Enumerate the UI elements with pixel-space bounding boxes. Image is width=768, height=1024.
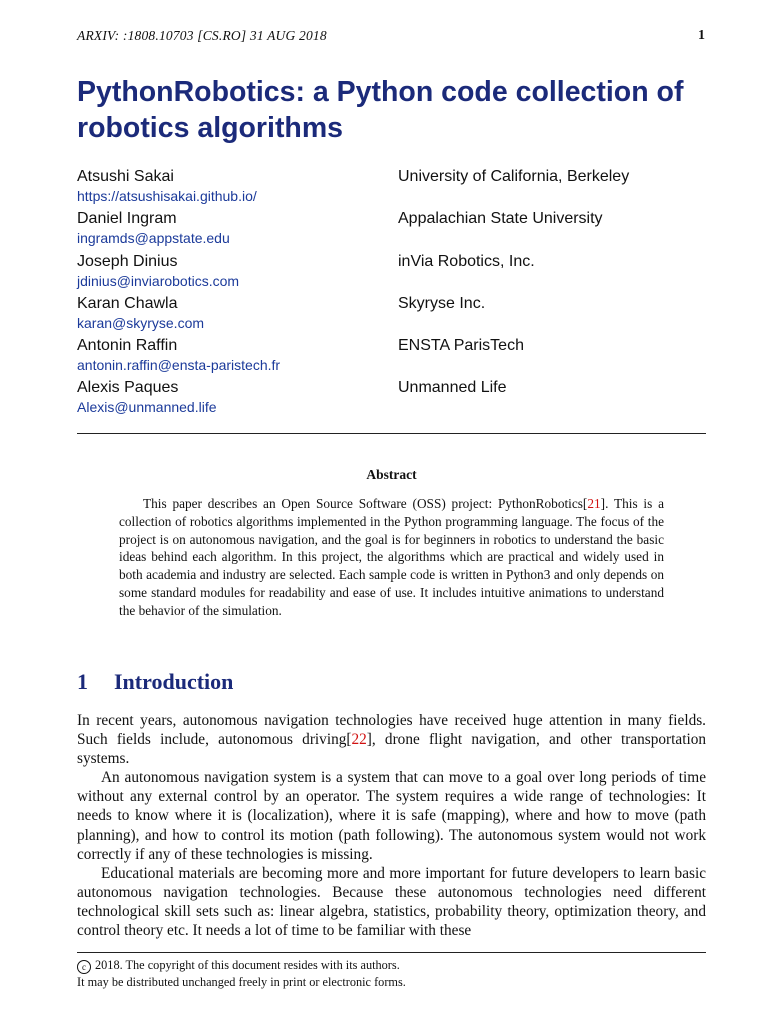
author-affiliation: Skyryse Inc. (398, 294, 486, 312)
author-email-link[interactable]: ingramds@appstate.edu (77, 230, 230, 247)
citation-link[interactable]: 21 (587, 496, 601, 511)
distribution-line: It may be distributed unchanged freely in print or electronic forms. (77, 975, 406, 989)
author-affiliation: ENSTA ParisTech (398, 337, 524, 355)
author-affiliation: Appalachian State University (398, 210, 603, 228)
section-number: 1 (77, 669, 88, 694)
abstract-heading: Abstract (366, 467, 417, 482)
author-name: Antonin Raffin (77, 337, 178, 355)
author-entry (77, 293, 707, 335)
copyright-text: 2018. The copyright of this document resides with its authors. (95, 958, 400, 972)
author-email-link[interactable]: karan@skyryse.com (77, 314, 205, 331)
paper-title: PythonRobotics: a Python code collection of robotics algorithms (77, 76, 684, 144)
running-head: ARXIV: :1808.10703 [CS.RO] 31 AUG 2018 (77, 28, 327, 43)
author-name: Daniel Ingram (77, 210, 177, 228)
author-entry (77, 377, 707, 419)
paragraph: Educational materials are becoming more and more important for future developers to learn basic autonomous navigation technologies. Because these autonomous technologies need different technological skill sets such as: linear algebra, statistics, probability theory, optimization theory, and control theory etc. It needs a lot of time to be familiar with these (77, 864, 706, 940)
author-affiliation: inVia Robotics, Inc. (398, 252, 535, 270)
author-name: Karan Chawla (77, 294, 178, 312)
author-entry (77, 208, 707, 250)
paragraph: An autonomous navigation system is a system that can move to a goal over long periods of time without any external control by an operator. The system requires a wide range of technologies: It needs to know where it is (localization), where it is safe (mapping), where and how to move (path planning), and how to control its motion (path following). The autonomous system would not work correctly if any of these technologies is missing. (77, 769, 706, 863)
author-list (77, 166, 707, 420)
abstract-text (119, 495, 664, 620)
section-heading (77, 667, 233, 697)
title-block-divider (77, 433, 706, 434)
copyright-line (77, 957, 706, 974)
introduction-body (77, 711, 706, 940)
author-email-link[interactable]: jdinius@inviarobotics.com (77, 272, 240, 289)
citation-link[interactable]: 22 (351, 731, 367, 749)
author-name: Alexis Paques (77, 379, 179, 397)
copyright-footnote (77, 957, 706, 990)
author-entry (77, 166, 707, 208)
paragraph-text: ], drone flight navigation, and other transportation systems. (77, 731, 706, 768)
footnote-divider (77, 952, 706, 953)
author-email-link[interactable]: Alexis@unmanned.life (77, 399, 217, 416)
page-number: 1 (698, 28, 705, 43)
author-entry (77, 335, 707, 377)
author-name: Atsushi Sakai (77, 168, 174, 185)
author-entry (77, 251, 707, 293)
paragraph-text: In recent years, autonomous navigation technologies have received huge attention in many fields. Such fields include, autonomous driving[ (77, 712, 706, 749)
author-affiliation: University of California, Berkeley (398, 168, 630, 185)
author-name: Joseph Dinius (77, 252, 178, 270)
author-affiliation: Unmanned Life (398, 379, 507, 397)
paragraph (77, 711, 706, 768)
author-homepage-link[interactable]: https://atsushisakai.github.io/ (77, 188, 257, 204)
author-email-link[interactable]: antonin.raffin@ensta-paristech.fr (77, 357, 281, 374)
abstract-text-part: This paper describes an Open Source Software (OSS) project: PythonRobotics[ (143, 496, 588, 511)
section-title: Introduction (114, 669, 234, 694)
abstract-text-part: ]. This is a collection of robotics algorithms implemented in the Python programming language. The focus of the project is on autonomous navigation, and the goal is for beginners in robotics to understand the basic ideas behind each algorithm. In this project, the algorithms which are practical and widely used in both academia and industry are selected. Each sample code is written in Python3 and only depends on some standard modules for readability and ease of use. It includes intuitive animations to understand the behavior of the simulation. (119, 496, 664, 618)
copyright-icon: c (77, 960, 91, 974)
